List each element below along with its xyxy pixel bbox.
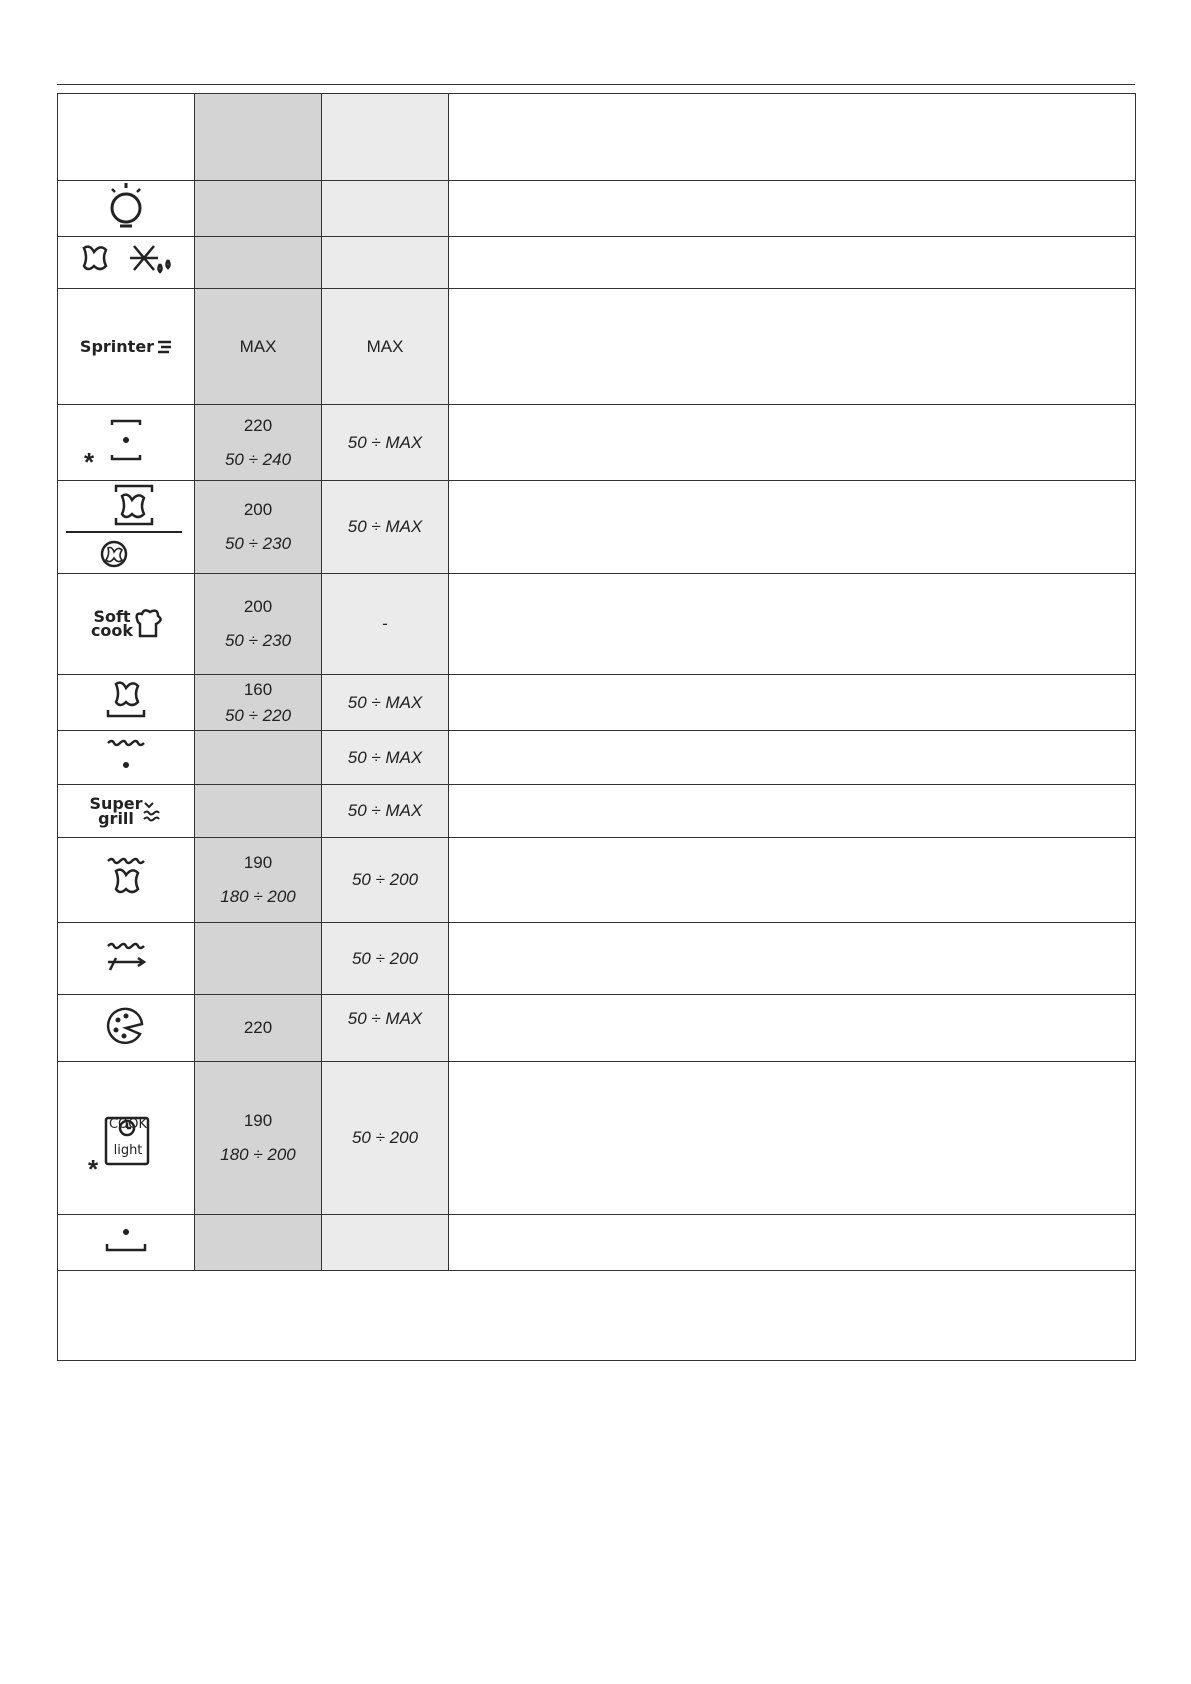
description-cell xyxy=(449,237,1136,289)
temp-range: 50 ÷ 200 xyxy=(351,870,419,889)
table-header-row xyxy=(58,94,1136,181)
description-cell xyxy=(449,481,1136,574)
description-cell xyxy=(449,1062,1136,1215)
asterisk-mark: * xyxy=(84,447,95,477)
temp-range-cell xyxy=(322,481,449,574)
table-row xyxy=(58,1215,1136,1271)
recommended-temp-cell xyxy=(195,289,322,405)
temp-range-cell xyxy=(322,675,449,731)
fan-grill-icon xyxy=(58,838,195,923)
description-cell xyxy=(449,289,1136,405)
table-row xyxy=(58,405,1136,481)
recommended-temp-cell xyxy=(195,181,322,237)
temp-range-cell xyxy=(322,838,449,923)
description-cell xyxy=(449,785,1136,838)
table-row xyxy=(58,237,1136,289)
temp-range: 50 ÷ MAX xyxy=(347,432,423,452)
recommended-temp-cell xyxy=(195,1215,322,1271)
temp-range-cell xyxy=(322,181,449,237)
top-rule xyxy=(57,84,1135,85)
description-cell xyxy=(449,405,1136,481)
header-recommended-cell xyxy=(195,94,322,181)
grill-icon xyxy=(58,731,195,785)
recommended-temp: 190 xyxy=(243,853,273,872)
recommended-temp-cell xyxy=(195,237,322,289)
temp-range-cell xyxy=(322,731,449,785)
table-row xyxy=(58,289,1136,405)
description-cell xyxy=(449,838,1136,923)
defrost-icon xyxy=(58,237,195,289)
temp-range-cell xyxy=(322,574,449,675)
recommended-temp-cell xyxy=(195,481,322,574)
table-row xyxy=(58,1062,1136,1215)
recommended-temp: 190 xyxy=(243,1111,273,1130)
recommended-temp: MAX xyxy=(239,336,277,356)
temp-range-cell xyxy=(322,995,449,1062)
super-grill-icon xyxy=(58,785,195,838)
recommended-temp: 160 xyxy=(243,679,273,699)
rotisserie-icon xyxy=(58,923,195,995)
recommended-temp-cell xyxy=(195,995,322,1062)
conventional-icon xyxy=(58,405,195,481)
temp-range: MAX xyxy=(366,336,404,356)
recommended-temp: 220 xyxy=(243,415,273,435)
pizza-icon xyxy=(58,995,195,1062)
description-cell xyxy=(449,574,1136,675)
table-row xyxy=(58,675,1136,731)
recommended-temp-range: 50 ÷ 230 xyxy=(224,534,292,553)
recommended-temp-cell xyxy=(195,574,322,675)
cook-light-label: COOK light xyxy=(108,1117,148,1158)
description-cell xyxy=(449,1215,1136,1271)
temp-range: 50 ÷ MAX xyxy=(347,747,423,767)
temp-range: 50 ÷ MAX xyxy=(347,692,423,712)
recommended-temp: 200 xyxy=(243,597,273,616)
cooking-modes-table xyxy=(57,93,1136,1271)
description-cell xyxy=(449,923,1136,995)
recommended-temp-range: 180 ÷ 200 xyxy=(220,887,296,906)
super-grill-label: Super grill xyxy=(89,794,143,828)
recommended-temp-range: 180 ÷ 200 xyxy=(220,1145,296,1164)
table-row xyxy=(58,574,1136,675)
fan-bottom-icon xyxy=(58,675,195,731)
temp-range-cell xyxy=(322,289,449,405)
table-row xyxy=(58,995,1136,1062)
header-description-cell xyxy=(449,94,1136,181)
description-cell xyxy=(449,731,1136,785)
description-cell xyxy=(449,995,1136,1062)
recommended-temp-cell xyxy=(195,405,322,481)
recommended-temp-range: 50 ÷ 230 xyxy=(224,631,292,650)
table-row xyxy=(58,785,1136,838)
recommended-temp-cell xyxy=(195,675,322,731)
recommended-temp-cell xyxy=(195,731,322,785)
recommended-temp: 220 xyxy=(243,1018,273,1037)
table-row xyxy=(58,481,1136,574)
description-cell xyxy=(449,181,1136,237)
temp-range: 50 ÷ MAX xyxy=(347,517,423,536)
table-row xyxy=(58,731,1136,785)
temp-range: 50 ÷ MAX xyxy=(347,1009,423,1028)
fan-conventional-icon xyxy=(58,481,195,574)
recommended-temp-range: 50 ÷ 220 xyxy=(224,705,292,725)
table-row xyxy=(58,838,1136,923)
sprinter-icon xyxy=(58,289,195,405)
recommended-temp-cell xyxy=(195,923,322,995)
recommended-temp-cell xyxy=(195,838,322,923)
temp-range-cell xyxy=(322,405,449,481)
recommended-temp-range: 50 ÷ 240 xyxy=(224,449,292,469)
recommended-temp: 200 xyxy=(243,500,273,519)
description-cell xyxy=(449,675,1136,731)
sprinter-label: Sprinter xyxy=(79,337,155,356)
temp-range-cell xyxy=(322,1215,449,1271)
temp-range-cell xyxy=(322,237,449,289)
temp-range: 50 ÷ 200 xyxy=(351,948,419,968)
bottom-heat-icon xyxy=(58,1215,195,1271)
header-range-cell xyxy=(322,94,449,181)
temp-range-cell xyxy=(322,785,449,838)
recommended-temp-cell xyxy=(195,785,322,838)
table-row xyxy=(58,923,1136,995)
cook-light-icon xyxy=(58,1062,195,1215)
header-icon-cell xyxy=(58,94,195,181)
temp-range: 50 ÷ 200 xyxy=(351,1128,419,1147)
soft-cook-icon xyxy=(58,574,195,675)
temp-range-cell xyxy=(322,1062,449,1215)
table-row xyxy=(58,181,1136,237)
oven-lamp-icon xyxy=(58,181,195,237)
soft-cook-label: Soft cook xyxy=(90,607,134,640)
recommended-temp-cell xyxy=(195,1062,322,1215)
temp-range-cell xyxy=(322,923,449,995)
temp-range: - xyxy=(382,614,388,633)
temp-range: 50 ÷ MAX xyxy=(347,801,423,820)
asterisk-mark: * xyxy=(88,1154,99,1184)
notes-box xyxy=(57,1270,1136,1361)
